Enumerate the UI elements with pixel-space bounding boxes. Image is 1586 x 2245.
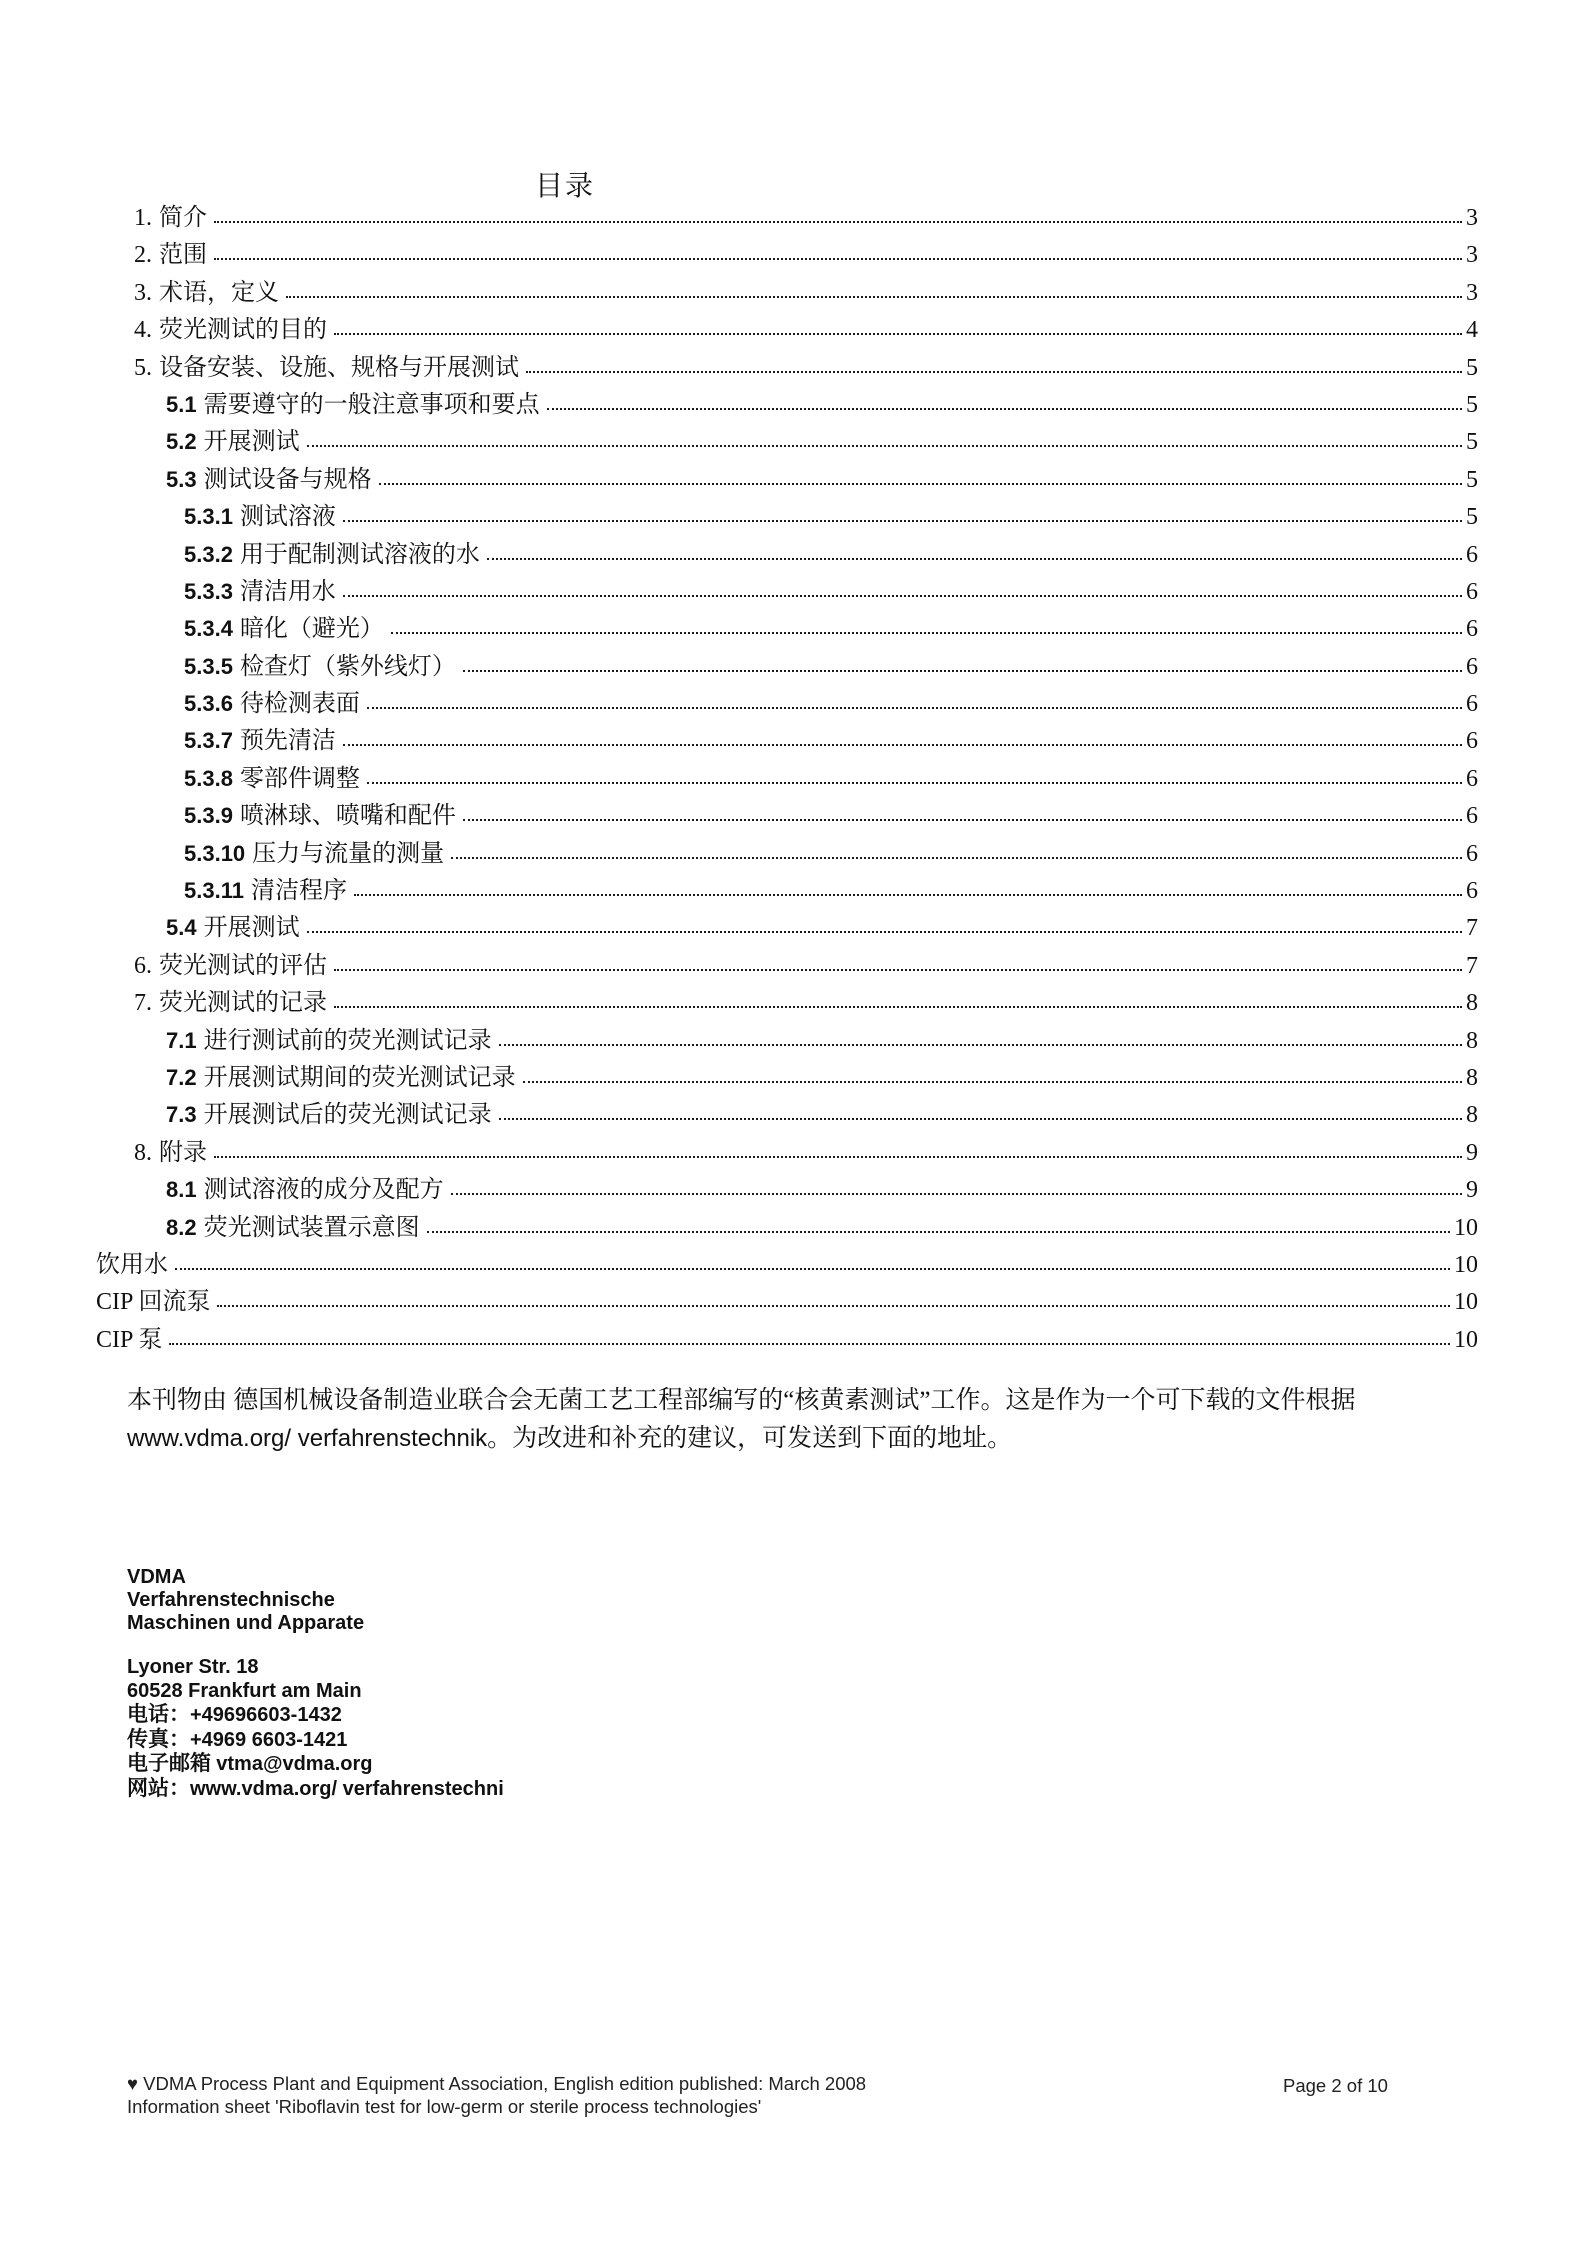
- toc-entry: [96, 1319, 1478, 1356]
- toc-entry-number: 5.3.4: [184, 616, 233, 642]
- contact-value: +4969 6603-1421: [190, 1728, 348, 1751]
- footer-line-2: Information sheet 'Riboflavin test for low-germ or sterile process technologies': [127, 2096, 762, 2117]
- toc-entry: [96, 907, 1478, 944]
- contact-line: [127, 1777, 504, 1802]
- toc-entry-number: 7.2: [166, 1064, 197, 1090]
- toc-dot-leader: [307, 931, 1462, 933]
- toc-page-number: 5: [1466, 504, 1478, 531]
- intro-text-1: 本刊物由 德国机械设备制造业联合会无菌工艺工程部编写的“核黄素测试”工作。这是作为一个可下载的文件根据: [127, 1387, 1356, 1414]
- toc-page-number: 6: [1466, 578, 1478, 605]
- toc-entry: [96, 459, 1478, 496]
- toc-page-number: 6: [1466, 803, 1478, 830]
- toc-entry-number: 5.3.6: [184, 691, 233, 717]
- toc-page-number: 8: [1466, 1027, 1478, 1054]
- toc-page-number: 6: [1466, 728, 1478, 755]
- toc-entry-number: 5.3.10: [184, 840, 246, 866]
- toc-dot-leader: [334, 1006, 1462, 1008]
- toc-entry-number: 5.4: [166, 915, 197, 941]
- intro-paragraph: [127, 1382, 1462, 1458]
- toc-page-number: 6: [1466, 878, 1478, 905]
- contact-block: [127, 1656, 504, 1801]
- toc-entry: [96, 272, 1478, 309]
- toc-dot-leader: [367, 782, 1462, 784]
- toc-page-number: 6: [1466, 541, 1478, 568]
- toc-entry-label: 检查灯（紫外线灯）: [239, 653, 456, 680]
- toc-entry: [96, 496, 1478, 533]
- toc-entry-label: 荧光测试的目的: [159, 317, 327, 344]
- toc-entry-label: 测试溶液的成分及配方: [203, 1177, 444, 1204]
- toc-entry-label: 术语，定义: [159, 279, 279, 306]
- contact-value: vtma@vdma.org: [216, 1753, 373, 1775]
- toc-entry-label: 开展测试后的荧光测试记录: [203, 1102, 492, 1129]
- toc-dot-leader: [307, 445, 1462, 447]
- toc-dot-leader: [286, 296, 1462, 298]
- toc-entry-number: 7.1: [166, 1027, 197, 1053]
- toc-entry-label: 开展测试: [203, 429, 300, 456]
- toc-entry: [96, 646, 1478, 683]
- toc-entry-label: 清洁用水: [239, 578, 336, 605]
- toc-page-number: 3: [1466, 242, 1478, 269]
- toc-entry-number: 5.: [134, 354, 152, 381]
- toc-page-number: 7: [1466, 915, 1478, 942]
- toc-page-number: 4: [1466, 317, 1478, 344]
- toc-dot-leader: [427, 1231, 1450, 1233]
- toc-entry-number: 5.3.5: [184, 653, 233, 679]
- toc-entry-label: 设备安装、设施、规格与开展测试: [159, 354, 519, 381]
- toc-entry-label: 测试设备与规格: [203, 466, 372, 493]
- contact-line: [127, 1656, 504, 1680]
- toc-page-number: 8: [1466, 1064, 1478, 1091]
- toc-entry-label: 暗化（避光）: [239, 616, 384, 643]
- toc-entry: [96, 795, 1478, 832]
- toc-dot-leader: [175, 1268, 1450, 1270]
- toc-entry: [96, 197, 1478, 234]
- toc-entry: [96, 982, 1478, 1019]
- contact-label: 传真：: [127, 1726, 190, 1751]
- toc-entry-number: 5.3: [166, 466, 197, 492]
- toc-entry: [96, 534, 1478, 571]
- toc-entry: [96, 1207, 1478, 1244]
- toc-dot-leader: [451, 1193, 1462, 1195]
- toc-entry-label: 开展测试期间的荧光测试记录: [203, 1064, 516, 1091]
- toc-entry: [96, 833, 1478, 870]
- toc-entry-number: 7.: [134, 990, 152, 1017]
- toc-entry-number: 8.2: [166, 1214, 197, 1240]
- toc-page-number: 6: [1466, 616, 1478, 643]
- toc-dot-leader: [391, 632, 1462, 634]
- toc-entry-label: 简介: [159, 205, 207, 231]
- toc-entry-label: 进行测试前的荧光测试记录: [203, 1027, 492, 1054]
- toc-entry-label: 喷淋球、喷嘴和配件: [239, 803, 456, 830]
- toc-entry: [96, 309, 1478, 346]
- toc-entry-number: 5.3.3: [184, 578, 233, 604]
- contact-label: 电子邮箱: [127, 1751, 217, 1775]
- toc-page-number: 6: [1466, 765, 1478, 792]
- toc-dot-leader: [367, 707, 1462, 709]
- toc-entry-label: 清洁程序: [250, 878, 347, 905]
- toc-page-number: 5: [1466, 466, 1478, 493]
- toc-dot-leader: [523, 1081, 1462, 1083]
- contact-value: 60528 Frankfurt am Main: [127, 1679, 362, 1702]
- toc-entry-number: 5.3.11: [184, 878, 244, 904]
- org-line: Verfahrenstechnische: [127, 1589, 335, 1611]
- toc-dot-leader: [499, 1044, 1462, 1046]
- toc-entry: [96, 608, 1478, 645]
- toc-entry: [96, 384, 1478, 421]
- toc-entry-number: 5.3.9: [184, 803, 233, 829]
- toc-entry-number: 2.: [134, 242, 152, 269]
- toc-dot-leader: [499, 1118, 1462, 1120]
- toc-entry-label: 开展测试: [203, 915, 300, 942]
- contact-value: www.vdma.org/ verfahrenstechni: [190, 1777, 504, 1800]
- toc-entry-label: 测试溶液: [239, 504, 336, 531]
- toc-dot-leader: [451, 857, 1462, 859]
- toc-page-number: 10: [1454, 1326, 1478, 1353]
- contact-line: [127, 1728, 504, 1753]
- toc-dot-leader: [463, 819, 1462, 821]
- toc-entry: [96, 571, 1478, 608]
- contact-line: [127, 1703, 504, 1728]
- toc-entry-label: 需要遵守的一般注意事项和要点: [203, 391, 540, 418]
- toc-entry-number: 7.3: [166, 1102, 197, 1128]
- toc-entry: [96, 1169, 1478, 1206]
- toc-page-number: 5: [1466, 429, 1478, 456]
- toc-entry: [96, 1132, 1478, 1169]
- toc-entry-number: 3.: [134, 279, 152, 306]
- toc-entry-number: 5.2: [166, 429, 197, 455]
- toc-dot-leader: [547, 408, 1462, 410]
- toc-entry-label: 待检测表面: [239, 691, 360, 718]
- toc-page-number: 3: [1466, 205, 1478, 231]
- toc-entry: [96, 945, 1478, 982]
- contact-value: Lyoner Str. 18: [127, 1656, 259, 1678]
- contact-line: [127, 1752, 504, 1777]
- toc-entry-label: 预先清洁: [239, 728, 336, 755]
- toc-entry-label: 附录: [159, 1139, 207, 1166]
- toc-dot-leader: [334, 969, 1462, 971]
- toc-entry-number: 4.: [134, 317, 152, 344]
- toc-entry-label: CIP 回流泵: [96, 1289, 211, 1316]
- toc-entry: [96, 347, 1478, 384]
- toc-page-number: 8: [1466, 990, 1478, 1017]
- toc-page-number: 3: [1466, 279, 1478, 306]
- toc-entry: [96, 870, 1478, 907]
- toc-page-number: 6: [1466, 653, 1478, 680]
- toc-entry-number: 5.3.2: [184, 541, 233, 567]
- toc-entry-number: 5.3.8: [184, 765, 233, 791]
- toc-page-number: 10: [1454, 1289, 1478, 1316]
- toc-dot-leader: [463, 670, 1462, 672]
- toc-entry: [96, 1094, 1478, 1131]
- org-line: VDMA: [127, 1566, 186, 1588]
- toc-dot-leader: [379, 483, 1462, 485]
- contact-line: [127, 1680, 504, 1704]
- toc-entry-number: 8.: [134, 1139, 152, 1166]
- toc-dot-leader: [354, 894, 1462, 896]
- toc-entry: [96, 234, 1478, 271]
- footer-line-1: ♥ VDMA Process Plant and Equipment Association, English edition published: March 2008: [127, 2073, 867, 2094]
- toc-entry-label: 饮用水: [96, 1251, 168, 1278]
- toc-entry: [96, 758, 1478, 795]
- toc-dot-leader: [169, 1343, 1450, 1345]
- toc-dot-leader: [217, 1305, 1450, 1307]
- toc-page-number: 6: [1466, 691, 1478, 718]
- toc-entry-number: 1.: [134, 205, 152, 231]
- toc-dot-leader: [214, 258, 1462, 260]
- footer: [127, 2072, 1586, 2118]
- toc-dot-leader: [334, 333, 1462, 335]
- toc-entry-label: 压力与流量的测量: [252, 840, 445, 867]
- toc-entry: [96, 421, 1478, 458]
- toc-entry: [96, 1281, 1478, 1318]
- contact-label: 电话：: [127, 1702, 190, 1726]
- table-of-contents: [96, 197, 1478, 1356]
- contact-value: +49696603-1432: [190, 1704, 342, 1726]
- org-line: Maschinen und Apparate: [127, 1612, 365, 1634]
- toc-entry: [96, 720, 1478, 757]
- toc-dot-leader: [343, 520, 1462, 522]
- toc-page-number: 5: [1466, 391, 1478, 418]
- toc-entry-number: 8.1: [166, 1177, 197, 1203]
- intro-text-2: 。为改进和补充的建议，可发送到下面的地址。: [487, 1425, 1013, 1452]
- toc-page-number: 10: [1454, 1251, 1478, 1278]
- toc-page-number: 5: [1466, 354, 1478, 381]
- toc-title: 目录: [534, 171, 595, 202]
- toc-entry: [96, 1244, 1478, 1281]
- toc-page-number: 9: [1466, 1139, 1478, 1166]
- page-indicator: Page 2 of 10: [1283, 2075, 1388, 2096]
- contact-label: 网站：: [127, 1775, 190, 1800]
- toc-entry-number: 5.3.1: [184, 504, 233, 530]
- toc-page-number: 6: [1466, 840, 1478, 867]
- toc-page-number: 9: [1466, 1177, 1478, 1204]
- toc-page-number: 7: [1466, 952, 1478, 979]
- toc-dot-leader: [214, 221, 1462, 223]
- toc-dot-leader: [526, 371, 1462, 373]
- toc-page-number: 8: [1466, 1102, 1478, 1129]
- toc-entry-label: 范围: [159, 242, 207, 269]
- toc-entry-label: 零部件调整: [239, 765, 360, 792]
- intro-url: www.vdma.org/ verfahrenstechnik: [127, 1425, 488, 1452]
- toc-dot-leader: [487, 558, 1462, 560]
- toc-entry-label: 荧光测试的评估: [159, 952, 327, 979]
- toc-page-number: 10: [1454, 1214, 1478, 1241]
- toc-entry-label: 荧光测试装置示意图: [203, 1214, 420, 1241]
- toc-entry: [96, 1057, 1478, 1094]
- toc-entry-label: CIP 泵: [96, 1326, 163, 1353]
- toc-dot-leader: [343, 595, 1462, 597]
- toc-entry-number: 5.3.7: [184, 728, 233, 754]
- toc-entry-number: 5.1: [166, 391, 197, 417]
- toc-dot-leader: [214, 1156, 1462, 1158]
- toc-entry: [96, 683, 1478, 720]
- toc-dot-leader: [343, 744, 1462, 746]
- toc-entry-label: 用于配制测试溶液的水: [239, 541, 480, 568]
- org-name-block: [127, 1566, 364, 1635]
- toc-entry: [96, 1020, 1478, 1057]
- toc-entry-number: 6.: [134, 952, 152, 979]
- toc-entry-label: 荧光测试的记录: [159, 990, 327, 1017]
